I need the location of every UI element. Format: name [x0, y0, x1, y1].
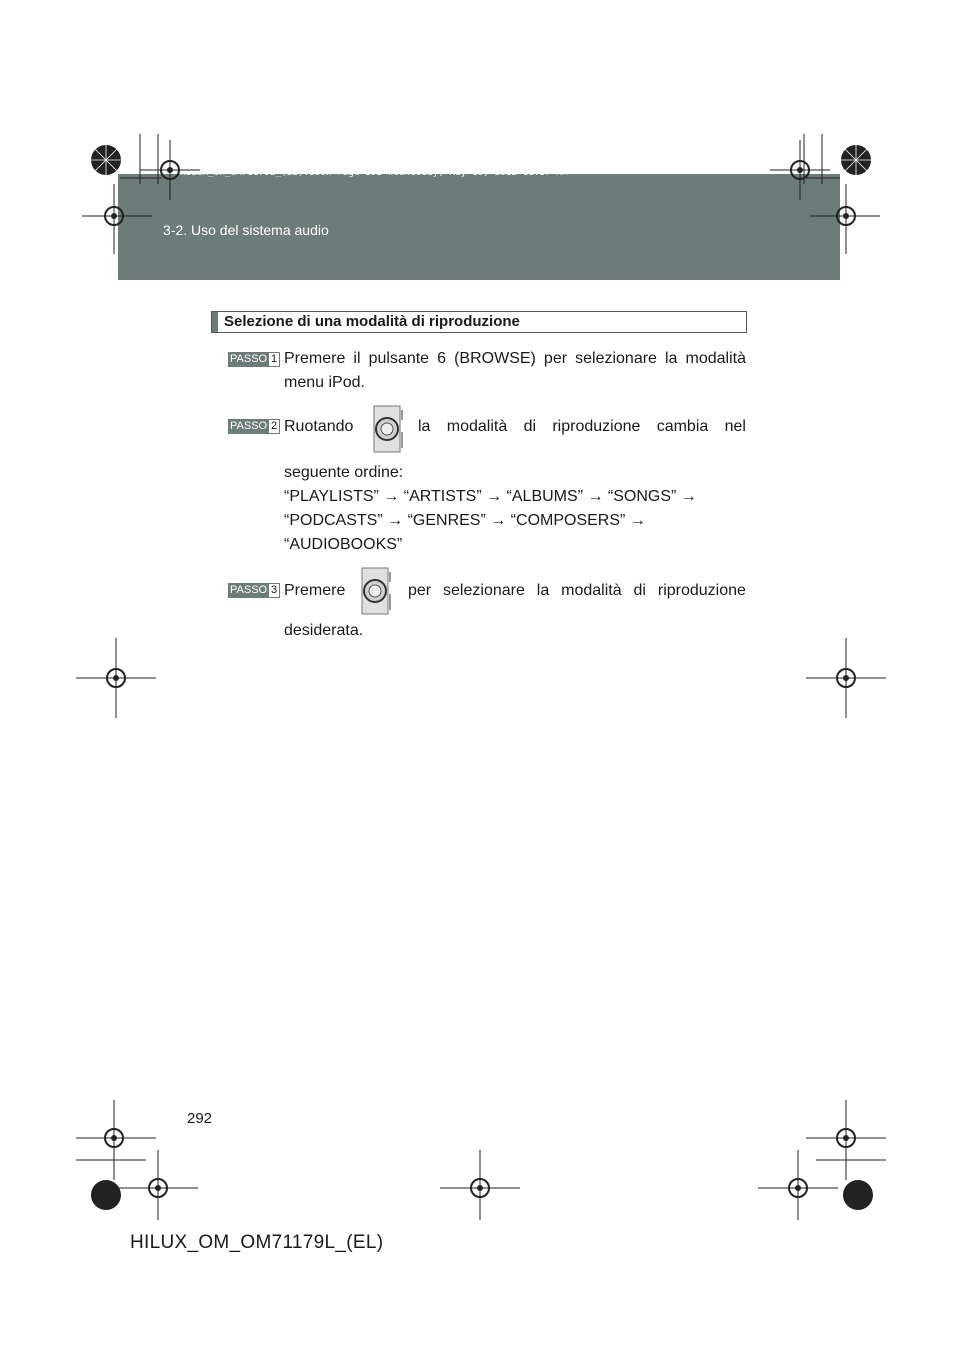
word: cambia [656, 418, 709, 435]
sequence-line-3: “AUDIOBOOKS” [284, 536, 403, 553]
word: la [536, 582, 550, 599]
book-stamp: HILUX_OM_OM71179L_(EL).book Page 292 Wednesday, May 16, 2012 11:37 AM [180, 168, 568, 178]
word: la [418, 418, 431, 435]
step-label: PASSO [230, 420, 268, 432]
step-2-line-1-rest [418, 418, 746, 436]
step-1-line-1 [284, 350, 746, 368]
step-3-line-1-rest [408, 582, 746, 600]
registration-mark-icon [118, 1150, 198, 1220]
step-3-line-2: desiderata. [284, 622, 364, 639]
word: modalità [561, 582, 622, 599]
footer-code: HILUX_OM_OM71179L_(EL) [130, 1232, 384, 1253]
registration-mark-icon [758, 1150, 838, 1220]
step-badge-1 [228, 352, 280, 367]
step-number: 3 [268, 583, 280, 598]
registration-mark-icon [806, 638, 886, 718]
sequence-line-2: “PODCASTS” → “GENRES” → “COMPOSERS” → [284, 512, 646, 529]
subheading: Selezione di una modalità di riproduzione [211, 311, 747, 333]
word: riproduzione [552, 418, 641, 435]
word: nel [724, 418, 746, 435]
step-badge-3 [228, 583, 280, 598]
word: selezionare [443, 582, 525, 599]
step-2-word: Ruotando [284, 418, 354, 435]
step-1-text: Premere il pulsante 6 (BROWSE) per selezionare la modalità [284, 350, 746, 367]
page-number: 292 [187, 1110, 213, 1127]
step-label: PASSO [230, 353, 268, 365]
step-number: 1 [268, 352, 280, 367]
sequence-line-1: “PLAYLISTS” → “ARTISTS” → “ALBUMS” → “SONGS” → [284, 488, 697, 505]
word: di [523, 418, 537, 435]
step-2-line-2: seguente ordine: [284, 464, 404, 481]
word: di [633, 582, 646, 599]
word: per [408, 582, 432, 599]
registration-mark-icon [76, 638, 156, 718]
registration-mark-icon [800, 134, 880, 254]
tune-knob-icon [354, 566, 394, 616]
section-reference: 3-2. Uso del sistema audio [163, 222, 329, 238]
registration-mark-icon [440, 1150, 520, 1220]
word: modalità [446, 418, 508, 435]
step-badge-2 [228, 419, 280, 434]
registration-mark-icon [140, 140, 200, 200]
step-number: 2 [268, 419, 280, 434]
step-1-line-2: menu iPod. [284, 374, 365, 391]
step-3-word: Premere [284, 582, 346, 599]
step-label: PASSO [230, 584, 268, 596]
tune-knob-icon [366, 404, 406, 454]
word: riproduzione [657, 582, 746, 599]
